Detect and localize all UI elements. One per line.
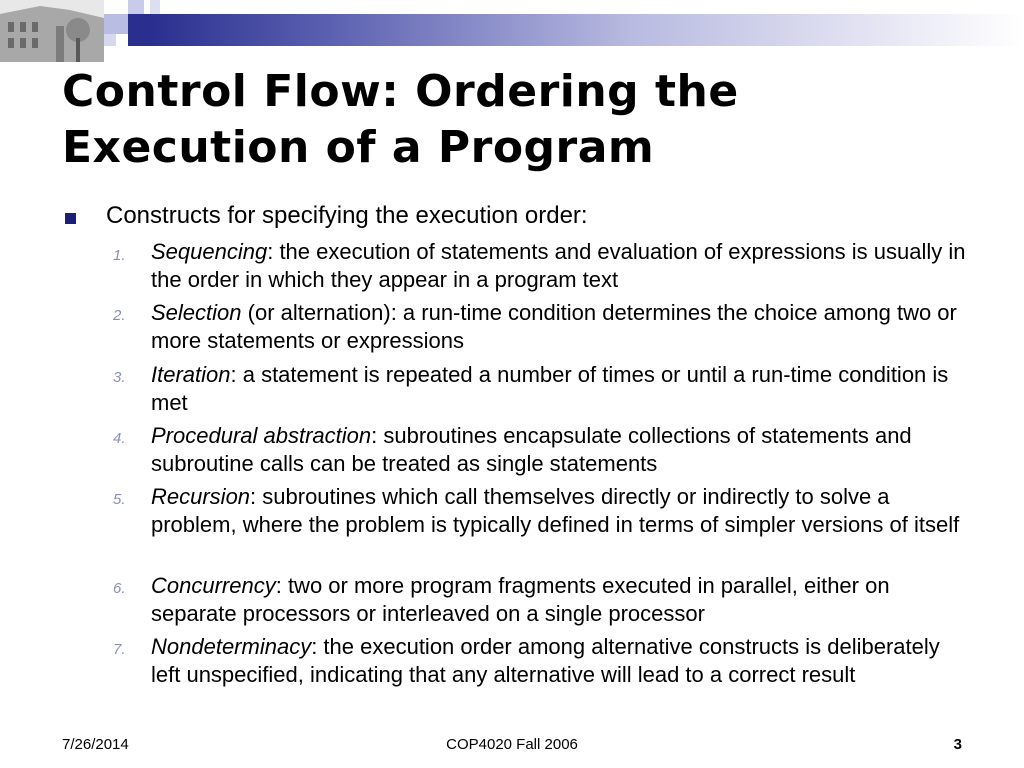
list-number: 7. [113,641,126,658]
list-item [151,422,971,478]
list-item-text: : the execution order among alternative constructs is deliberately left unspecified, indicating that any alternative will lead to a correct result [151,634,940,687]
list-item-term: Concurrency [151,573,276,598]
list-item [151,299,971,355]
list-item [151,238,971,294]
list-number: 5. [113,491,126,508]
main-bullet-text: Constructs for specifying the execution order: [106,202,588,229]
list-item-text: : subroutines which call themselves directly or indirectly to solve a problem, where the problem is typically defined in terms of simpler versions of itself [151,484,960,537]
list-item-text: : subroutines encapsulate collections of statements and subroutine calls can be treated as single statements [151,423,912,476]
list-number: 1. [113,247,126,264]
list-item-text: : the execution of statements and evaluation of expressions is usually in the order in which they appear in a program text [151,239,966,292]
list-item [151,633,971,689]
slide-title-line: Execution of a Program [62,122,655,173]
list-item-term: Recursion [151,484,251,509]
list-item [151,361,971,417]
footer-date: 7/26/2014 [62,736,129,753]
list-item [151,572,971,628]
list-item-term: Procedural abstraction [151,423,372,448]
footer-page-number: 3 [953,736,962,753]
list-item-term: Nondeterminacy [151,634,312,659]
list-item-text: : two or more program fragments executed in parallel, either on separate processors or interleaved on a single processor [151,573,890,626]
square-bullet-icon [65,213,76,224]
list-item-term: Sequencing [151,239,268,264]
footer-course: COP4020 Fall 2006 [446,736,578,753]
list-item-term: Selection [151,300,242,325]
list-item [151,483,971,539]
list-item-text: (or alternation): a run-time condition determines the choice among two or more statements or expressions [151,300,957,353]
list-item-text: : a statement is repeated a number of times or until a run-time condition is met [151,362,949,415]
list-item-term: Iteration [151,362,231,387]
list-number: 2. [113,307,126,324]
slide-title-line: Control Flow: Ordering the [62,66,739,117]
list-number: 6. [113,580,126,597]
list-number: 3. [113,369,126,386]
list-number: 4. [113,430,126,447]
